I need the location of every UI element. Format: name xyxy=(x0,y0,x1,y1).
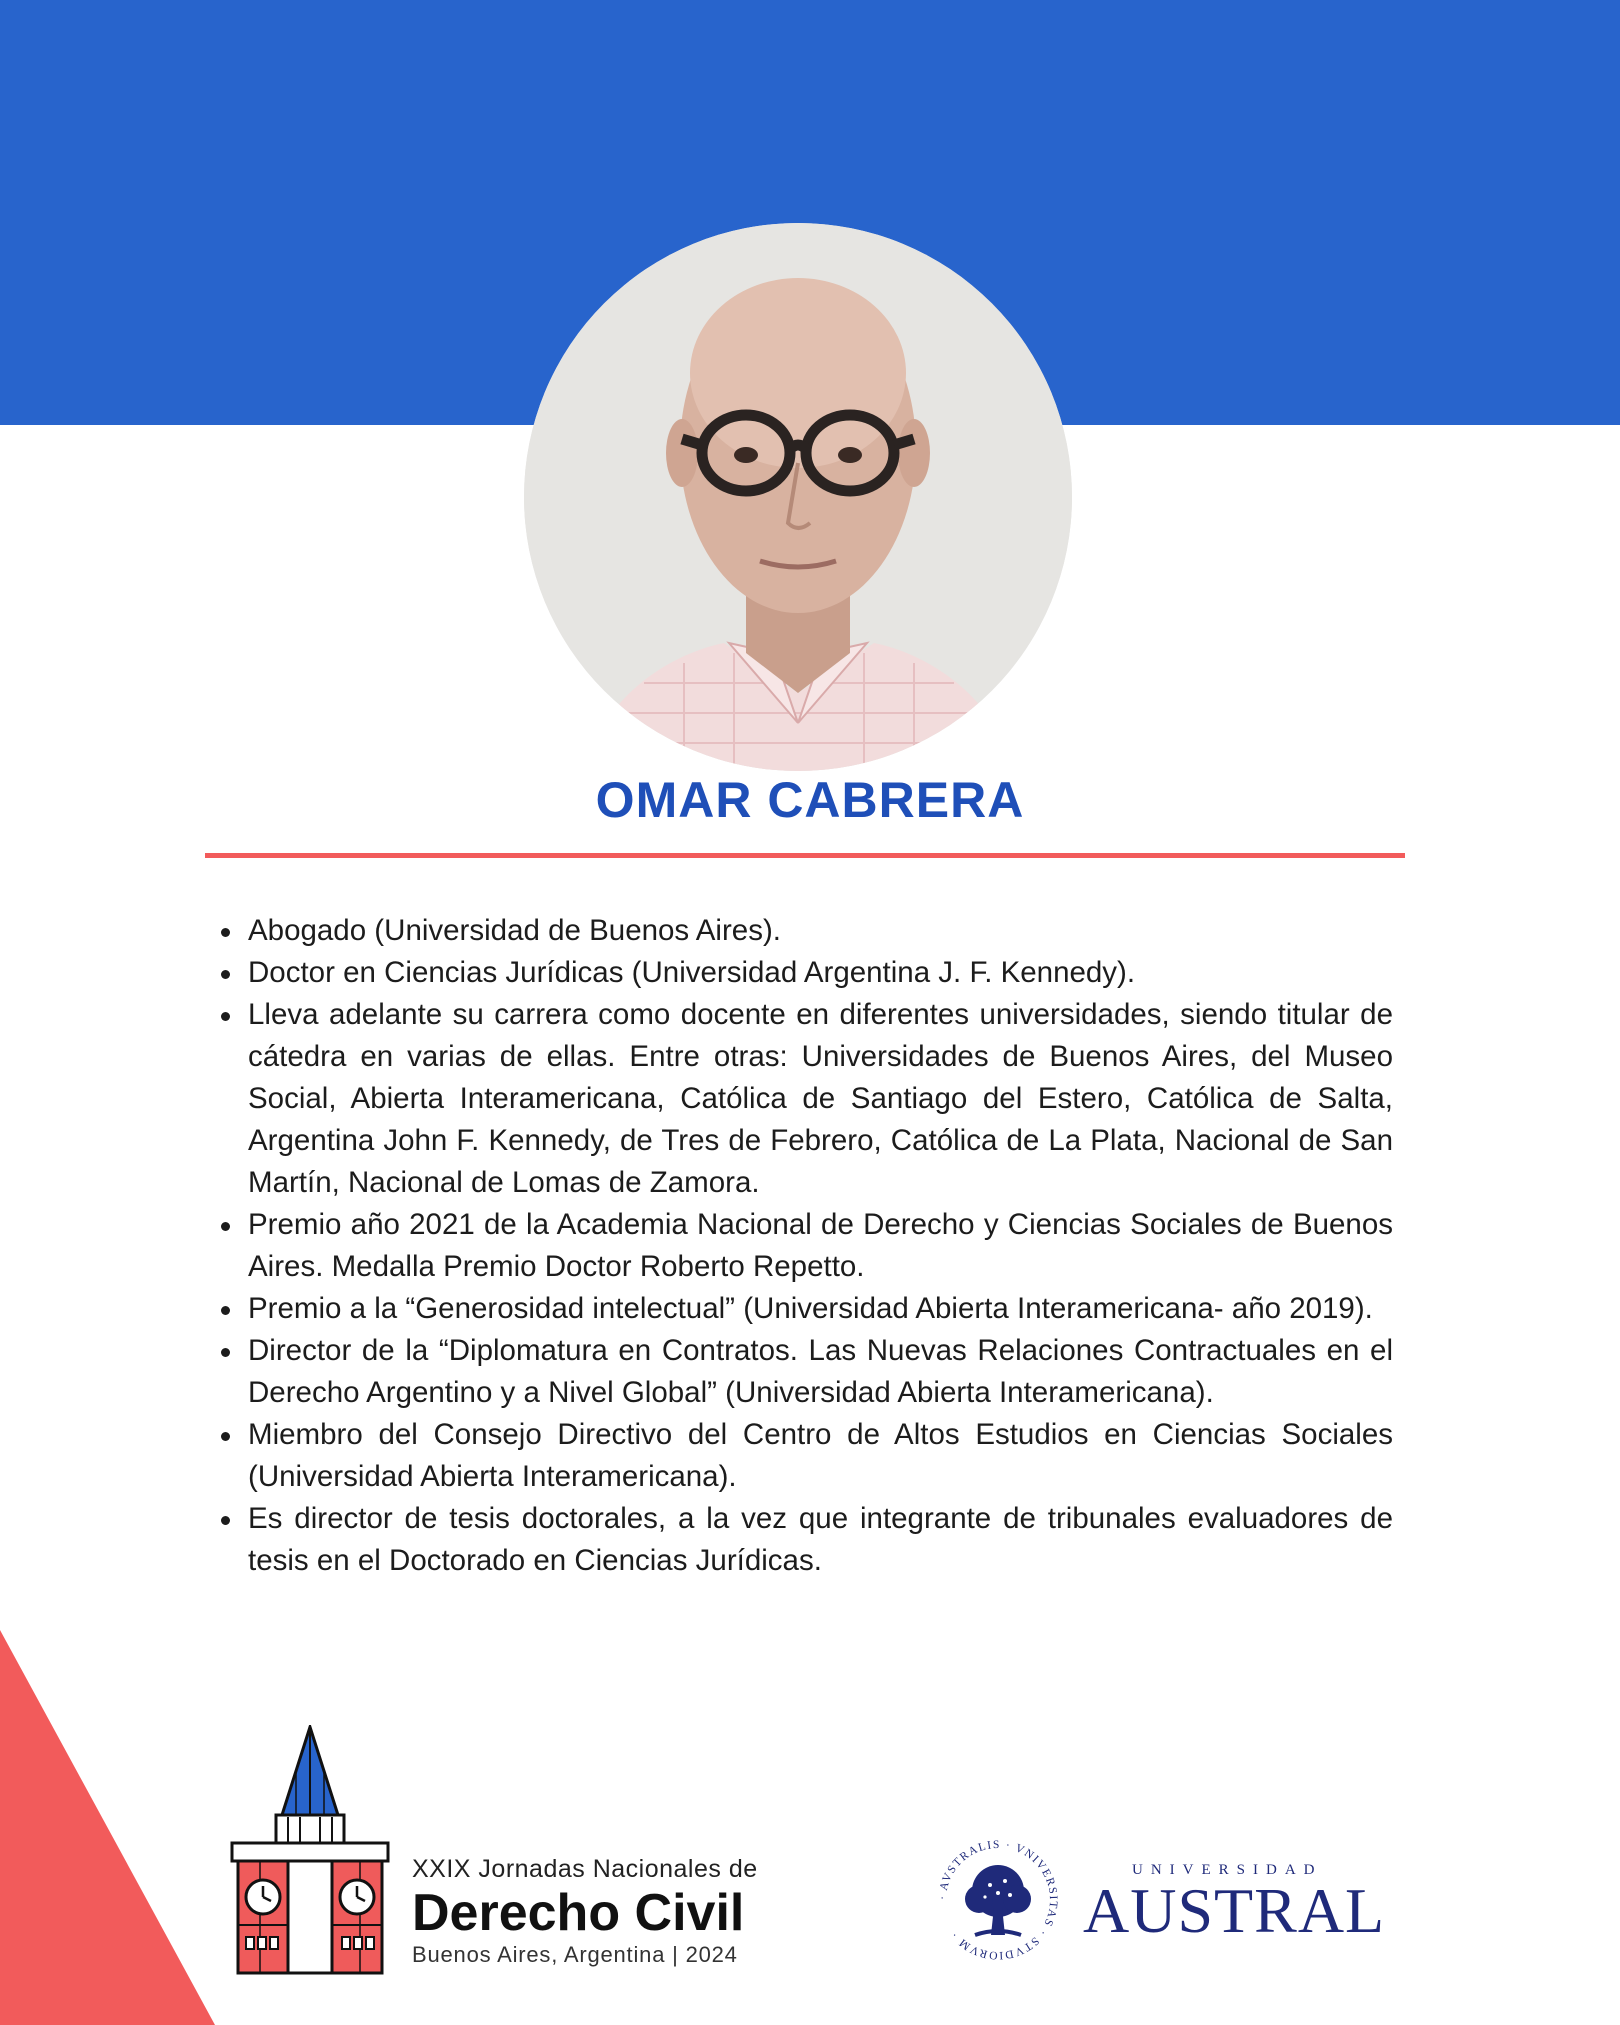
corner-decoration xyxy=(0,1630,215,2025)
university-logo xyxy=(935,1835,1395,1965)
bio-item: Abogado (Universidad de Buenos Aires). xyxy=(248,910,1393,952)
bio-item: Es director de tesis doctorales, a la vez que integrante de tribunales evaluadores de tesis en el Doctorado en Ciencias Jurídicas. xyxy=(248,1498,1393,1582)
speaker-portrait xyxy=(524,223,1072,771)
bio-item: Director de la “Diplomatura en Contratos. Las Nuevas Relaciones Contractuales en el Derecho Argentino y a Nivel Global” (Universidad Abierta Interamericana). xyxy=(248,1330,1393,1414)
tree-seal-icon xyxy=(935,1835,1061,1965)
event-title: Derecho Civil xyxy=(412,1884,745,1942)
bio-item: Miembro del Consejo Directivo del Centro de Altos Estudios en Ciencias Sociales (Universidad Abierta Interamericana). xyxy=(248,1414,1393,1498)
bio-item: Lleva adelante su carrera como docente en diferentes universidades, siendo titular de cátedra en varias de ellas. Entre otras: Universidades de Buenos Aires, del Museo Social, Abierta Interamericana, Católica de Santiago del Estero, Católica de Salta, Argentina John F. Kennedy, de Tres de Febrero, Católica de La Plata, Nacional de San Martín, Nacional de Lomas de Zamora. xyxy=(248,994,1393,1204)
bio-item: Premio año 2021 de la Academia Nacional de Derecho y Ciencias Sociales de Buenos Aires. Medalla Premio Doctor Roberto Repetto. xyxy=(248,1204,1393,1288)
bio-item: Premio a la “Generosidad intelectual” (Universidad Abierta Interamericana- año 2019). xyxy=(248,1288,1393,1330)
university-name: AUSTRAL xyxy=(1083,1875,1386,1946)
event-subtitle: XXIX Jornadas Nacionales de xyxy=(412,1855,758,1883)
title-divider xyxy=(205,853,1405,858)
event-location: Buenos Aires, Argentina | 2024 xyxy=(412,1942,738,1967)
speaker-name: OMAR CABRERA xyxy=(595,772,1025,828)
bio-list xyxy=(248,910,1393,1582)
event-logo xyxy=(230,1725,790,1975)
university-label: UNIVERSIDAD xyxy=(1132,1862,1323,1878)
bio-item: Doctor en Ciencias Jurídicas (Universidad Argentina J. F. Kennedy). xyxy=(248,952,1393,994)
seal-text: · AVSTRALIS · VNIVERSITAS · STVDIORVM · xyxy=(936,1838,1060,1962)
clock-tower-icon xyxy=(230,1725,390,1975)
